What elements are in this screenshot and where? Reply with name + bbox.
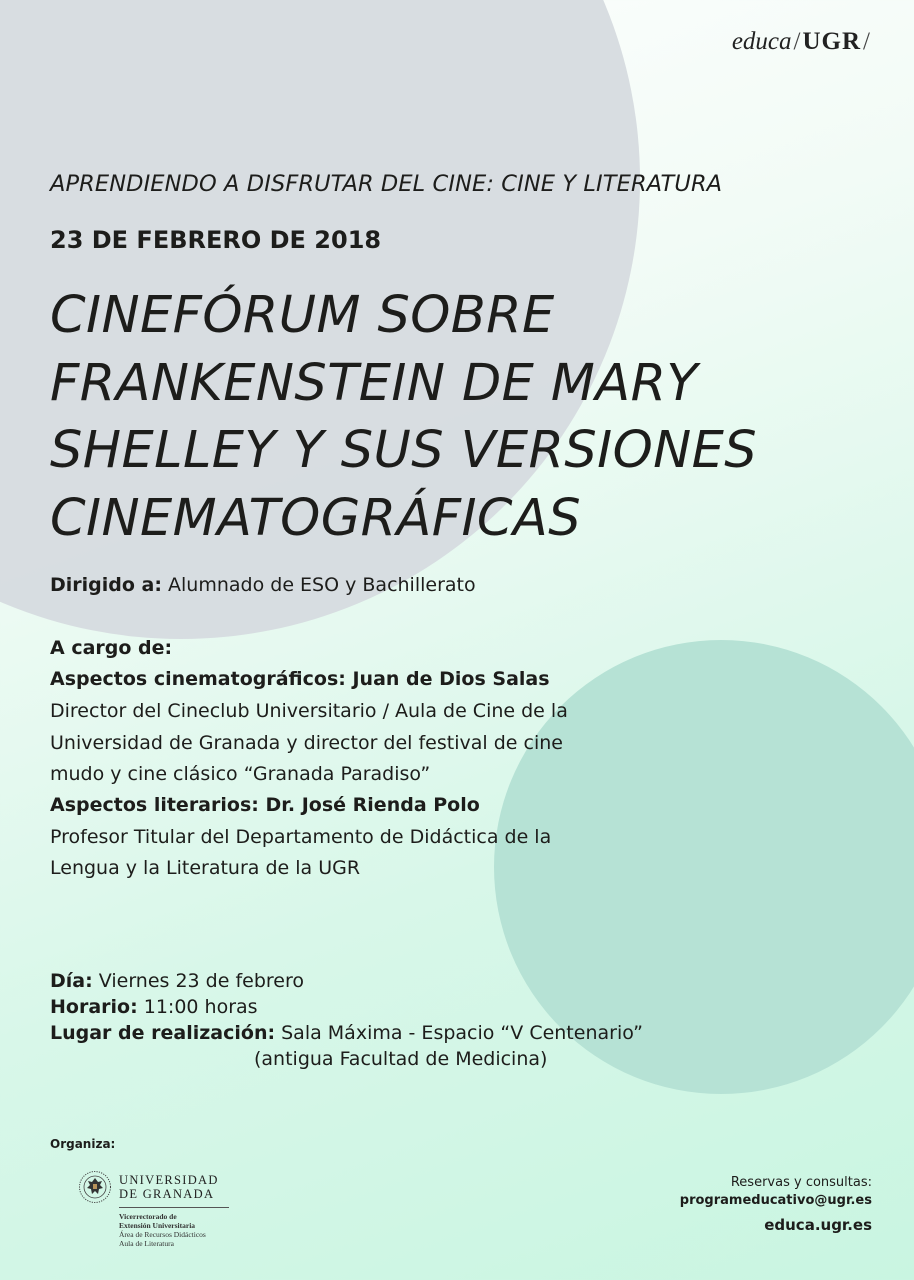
place-value: Sala Máxima - Espacio “V Centenario” (281, 1022, 644, 1044)
literature-desc-line: Profesor Titular del Departamento de Didáctica de la (50, 826, 552, 848)
university-name: UNIVERSIDAD DE GRANADA (119, 1173, 219, 1201)
title-line: CINEFÓRUM SOBRE (50, 286, 555, 345)
event-time (50, 996, 258, 1018)
title-line: SHELLEY Y SUS VERSIONES (50, 421, 758, 480)
audience-line (50, 574, 476, 596)
place-label: Lugar de realización: (50, 1022, 276, 1044)
university-seal-icon (78, 1170, 112, 1204)
literature-speaker: Aspectos literarios: Dr. José Rienda Polo (50, 794, 480, 816)
speakers-heading: A cargo de: (50, 637, 173, 659)
website-link[interactable]: educa.ugr.es (764, 1216, 872, 1234)
literature-desc-line: Lengua y la Literatura de la UGR (50, 857, 361, 879)
title-line: FRANKENSTEIN DE MARY (50, 353, 698, 413)
audience-label: Dirigido a: (50, 574, 162, 596)
organizer-label: Organiza: (50, 1137, 116, 1151)
event-date: 23 DE FEBRERO DE 2018 (50, 226, 382, 254)
cinema-desc-line: Director del Cineclub Universitario / Aula de Cine de la (50, 700, 568, 722)
page-title (50, 282, 770, 552)
divider (119, 1207, 229, 1208)
series-title: APRENDIENDO A DISFRUTAR DEL CINE: CINE Y LITERATURA (50, 171, 723, 197)
time-value: 11:00 horas (143, 996, 258, 1018)
title-line: CINEMATOGRÁFICAS (50, 488, 581, 548)
event-day (50, 970, 304, 992)
contact-label: Reservas y consultas: (730, 1175, 872, 1190)
cinema-desc-line: Universidad de Granada y director del festival de cine (50, 732, 563, 754)
place-note: (antigua Facultad de Medicina) (254, 1048, 548, 1070)
vicerrectorado-line: Extensión Universitaria (119, 1221, 196, 1230)
area-line: Área de Recursos Didácticos (119, 1230, 206, 1239)
audience-value: Alumnado de ESO y Bachillerato (168, 574, 476, 596)
day-label: Día: (50, 970, 93, 992)
event-place (50, 1022, 643, 1044)
vicerrectorado-line: Vicerrectorado de (119, 1212, 177, 1221)
contact-email[interactable]: programeducativo@ugr.es (679, 1193, 872, 1208)
area-line: Aula de Literatura (119, 1239, 174, 1248)
educa-ugr-logo: educa/UGR/ (731, 28, 870, 55)
time-label: Horario: (50, 996, 138, 1018)
day-value: Viernes 23 de febrero (98, 970, 305, 992)
cinema-desc-line: mudo y cine clásico “Granada Paradiso” (50, 763, 431, 785)
cinema-speaker: Aspectos cinematográficos: Juan de Dios Salas (50, 668, 550, 690)
